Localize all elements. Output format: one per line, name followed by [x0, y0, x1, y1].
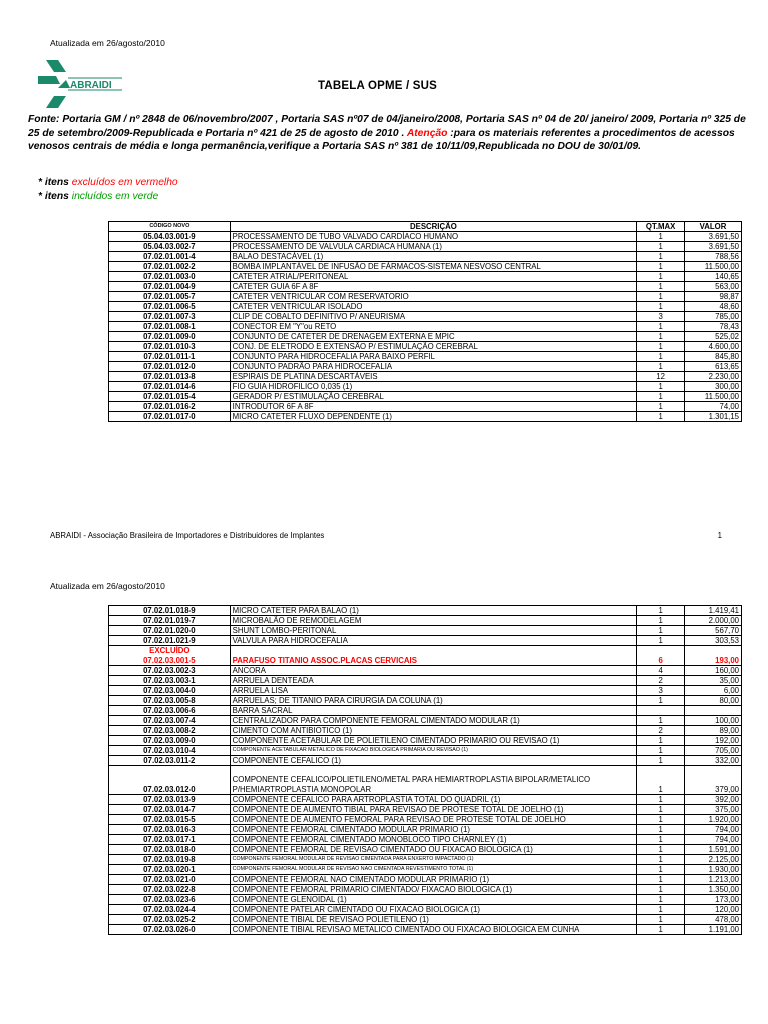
table-row [109, 676, 742, 686]
value-cell: 379,00 [685, 766, 742, 795]
value-cell: 845,80 [685, 352, 742, 362]
table-row [109, 666, 742, 676]
description-cell: CENTRALIZADOR PARA COMPONENTE FEMORAL CIMENTADO MODULAR (1) [230, 716, 637, 726]
value-cell: 6,00 [685, 686, 742, 696]
legend-prefix: * itens [38, 191, 69, 202]
code-cell: 07.02.03.007-4 [109, 716, 231, 726]
table-row [109, 302, 742, 312]
qty-cell: 1 [637, 825, 685, 835]
qty-cell: 1 [637, 766, 685, 795]
code-cell: 07.02.01.011-1 [109, 352, 231, 362]
qty-cell: 1 [637, 835, 685, 845]
description-cell: ARRUELA DENTEADA [230, 676, 637, 686]
table-row [109, 646, 742, 666]
description-cell: COMPONENTE ACETABULAR DE POLIETILENO CIMENTADO PRIMARIO OU REVISAO (1) [230, 736, 637, 746]
description-cell: ESPIRAIS DE PLATINA DESCARTÁVEIS [230, 372, 637, 382]
qty-cell: 1 [637, 895, 685, 905]
code-cell: 07.02.01.021-9 [109, 636, 231, 646]
value-cell: 1.920,00 [685, 815, 742, 825]
table-row [109, 905, 742, 915]
code-cell: 07.02.03.025-2 [109, 915, 231, 925]
table-row [109, 232, 742, 242]
qty-cell: 1 [637, 746, 685, 756]
value-cell: 613,65 [685, 362, 742, 372]
table-row [109, 352, 742, 362]
page-title: TABELA OPME / SUS [318, 80, 438, 92]
qty-cell: 1 [637, 845, 685, 855]
header-code: CÓDIGO NOVO [109, 222, 231, 232]
table-row [109, 716, 742, 726]
description-cell: CATETER VENTRICULAR ISOLADO [230, 302, 637, 312]
value-cell: 193,00 [685, 646, 742, 666]
table-row [109, 855, 742, 865]
source-text: Fonte: Portaria GM / nº 2848 de 06/novembro/2007 , Portaria SAS nº07 de 04/janeiro/2008, Portaria SAS nº 04 de 20/ janeiro/ 2009, Portaria nº 325 de 25 de setembro/2009-Republicada e Portaria nº 421 de 25 de agosto de 2010 . [28, 114, 746, 139]
value-cell [685, 706, 742, 716]
qty-cell: 1 [637, 875, 685, 885]
description-cell: VALVULA PARA HIDROCEFALIA [230, 636, 637, 646]
legend-excluded-text: excluídos em vermelho [71, 177, 178, 188]
code-cell: 07.02.03.008-2 [109, 726, 231, 736]
code-cell: 07.02.01.003-0 [109, 272, 231, 282]
value-cell: 478,00 [685, 915, 742, 925]
updated-date: Atualizada em 26/agosto/2010 [50, 38, 165, 48]
qty-cell: 1 [637, 905, 685, 915]
table-row [109, 696, 742, 706]
code-cell: 07.02.03.002-3 [109, 666, 231, 676]
code-cell: 07.02.01.006-5 [109, 302, 231, 312]
table-row [109, 835, 742, 845]
code-cell: 07.02.01.007-3 [109, 312, 231, 322]
value-cell: 160,00 [685, 666, 742, 676]
description-cell: FIO GUIA HIDROFILICO 0,035 (1) [230, 382, 637, 392]
value-cell: 35,00 [685, 676, 742, 686]
qty-cell: 1 [637, 352, 685, 362]
code-cell: 07.02.01.017-0 [109, 412, 231, 422]
qty-cell: 1 [637, 402, 685, 412]
description-cell: COMPONENTE ACETABULAR METALICO DE FIXACAO BIOLOGICA PRIMARIA OU REVISAO (1) [230, 746, 637, 756]
code-cell: 07.02.03.004-0 [109, 686, 231, 696]
code-cell: 07.02.03.013-9 [109, 795, 231, 805]
code-cell: 07.02.03.016-3 [109, 825, 231, 835]
table-row [109, 686, 742, 696]
qty-cell: 1 [637, 342, 685, 352]
value-cell: 300,00 [685, 382, 742, 392]
value-cell: 4.600,00 [685, 342, 742, 352]
value-cell: 2.000,00 [685, 616, 742, 626]
page-footer [50, 531, 722, 540]
qty-cell: 1 [637, 242, 685, 252]
code-cell: 07.02.01.015-4 [109, 392, 231, 402]
qty-cell: 2 [637, 726, 685, 736]
qty-cell: 1 [637, 322, 685, 332]
qty-cell: 4 [637, 666, 685, 676]
description-cell: CIMENTO COM ANTIBIOTICO (1) [230, 726, 637, 736]
qty-cell: 1 [637, 412, 685, 422]
value-cell: 794,00 [685, 835, 742, 845]
description-cell: ARRUELAS; DE TITANIO PARA CIRURGIA DA COLUNA (1) [230, 696, 637, 706]
description-cell: CATETER ATRIAL/PERITONEAL [230, 272, 637, 282]
table-row [109, 746, 742, 756]
table-row [109, 252, 742, 262]
code-cell: 07.02.03.003-1 [109, 676, 231, 686]
description-cell: CATETER GUIA 6F A 8F [230, 282, 637, 292]
qty-cell: 1 [637, 616, 685, 626]
table-row [109, 372, 742, 382]
code-cell: 07.02.03.015-5 [109, 815, 231, 825]
description-cell: CATETER VENTRICULAR COM RESERVATORIO [230, 292, 637, 302]
code-cell: 07.02.03.020-1 [109, 865, 231, 875]
table-row [109, 736, 742, 746]
code-cell: 07.02.03.011-2 [109, 756, 231, 766]
value-cell: 173,00 [685, 895, 742, 905]
description-cell: ARRUELA LISA [230, 686, 637, 696]
table-row [109, 282, 742, 292]
table-row [109, 322, 742, 332]
value-cell: 120,00 [685, 905, 742, 915]
table-row [109, 616, 742, 626]
description-cell: MICRO CATETER PARA BALAO (1) [230, 606, 637, 616]
qty-cell: 1 [637, 382, 685, 392]
description-cell: COMPONENTE CEFALICO PARA ARTROPLASTIA TOTAL DO QUADRIL (1) [230, 795, 637, 805]
description-cell: COMPONENTE GLENOIDAL (1) [230, 895, 637, 905]
code-cell: 05.04.03.002-7 [109, 242, 231, 252]
qty-cell: 1 [637, 865, 685, 875]
value-cell: 2.230,00 [685, 372, 742, 382]
value-cell: 1.591,00 [685, 845, 742, 855]
updated-date-page-2: Atualizada em 26/agosto/2010 [50, 581, 165, 591]
attention-text: :para os materiais referentes a procedimentos de acessos venosos centrais de média e longa permanência,verifique a Portaria SAS nº 381 de 10/11/09,Republicada no DOU de 30/01/09. [28, 127, 735, 153]
table-row [109, 756, 742, 766]
value-cell: 48,60 [685, 302, 742, 312]
qty-cell: 3 [637, 312, 685, 322]
value-cell: 78,43 [685, 322, 742, 332]
code-cell: 07.02.01.018-9 [109, 606, 231, 616]
value-cell: 563,00 [685, 282, 742, 292]
value-cell: 1.350,00 [685, 885, 742, 895]
description-cell: CONJUNTO PARA HIDROCEFALIA PARA BAIXO PERFIL [230, 352, 637, 362]
description-cell: CONJUNTO DE CATETER DE DRENAGEM EXTERNA E MPIC [230, 332, 637, 342]
value-cell: 3.691,50 [685, 232, 742, 242]
description-cell: CONECTOR EM "Y"ou RETO [230, 322, 637, 332]
abraidi-logo [36, 58, 122, 110]
value-cell: 794,00 [685, 825, 742, 835]
value-cell: 705,00 [685, 746, 742, 756]
description-cell: COMPONENTE CEFALICO (1) [230, 756, 637, 766]
description-cell: BOMBA IMPLANTÁVEL DE INFUSÃO DE FÁRMACOS-SISTEMA NESVOSO CENTRAL [230, 262, 637, 272]
svg-text:ABRAIDI: ABRAIDI [70, 80, 112, 91]
code-cell: 07.02.03.026-0 [109, 925, 231, 935]
description-cell: COMPONENTE DE AUMENTO FEMORAL PARA REVISAO DE PROTESE TOTAL DE JOELHO [230, 815, 637, 825]
table-row [109, 845, 742, 855]
table-row [109, 312, 742, 322]
table-row [109, 636, 742, 646]
excluded-label: EXCLUÍDO [149, 646, 190, 655]
qty-cell: 1 [637, 262, 685, 272]
qty-cell: 1 [637, 392, 685, 402]
value-cell: 1.419,41 [685, 606, 742, 616]
code-cell: 07.02.03.021-0 [109, 875, 231, 885]
code-cell: 07.02.01.013-8 [109, 372, 231, 382]
table-row [109, 825, 742, 835]
table-row [109, 815, 742, 825]
table-row [109, 292, 742, 302]
qty-cell: 1 [637, 282, 685, 292]
qty-cell: 1 [637, 332, 685, 342]
table-row [109, 766, 742, 795]
description-cell: MICROBALÃO DE REMODELAGEM [230, 616, 637, 626]
description-cell: ANCORA [230, 666, 637, 676]
table-row [109, 412, 742, 422]
code-cell: 07.02.03.018-0 [109, 845, 231, 855]
table-row [109, 726, 742, 736]
description-cell: PROCESSAMENTO DE TUBO VALVADO CARDÍACO HUMANO [230, 232, 637, 242]
qty-cell: 1 [637, 626, 685, 636]
footer-text: ABRAIDI - Associação Brasileira de Importadores e Distribuidores de Implantes [50, 531, 325, 540]
description-cell: CONJUNTO PADRÃO PARA HIDROCEFALIA [230, 362, 637, 372]
table-row [109, 262, 742, 272]
qty-cell: 1 [637, 606, 685, 616]
description-cell: BALAO DESTACÁVEL (1) [230, 252, 637, 262]
value-cell: 100,00 [685, 716, 742, 726]
header-value: VALOR [685, 222, 742, 232]
table-row [109, 915, 742, 925]
qty-cell: 1 [637, 696, 685, 706]
code-cell: 07.02.01.010-3 [109, 342, 231, 352]
table-row [109, 606, 742, 616]
qty-cell: 1 [637, 925, 685, 935]
qty-cell: 1 [637, 805, 685, 815]
description-cell: MICRO CATETER FLUXO DEPENDENTE (1) [230, 412, 637, 422]
qty-cell: 1 [637, 855, 685, 865]
qty-cell: 1 [637, 636, 685, 646]
code-cell: 07.02.03.014-7 [109, 805, 231, 815]
qty-cell: 1 [637, 885, 685, 895]
code-cell: 07.02.01.014-6 [109, 382, 231, 392]
table-row [109, 392, 742, 402]
code-cell: 07.02.03.019-8 [109, 855, 231, 865]
code-cell: 07.02.01.005-7 [109, 292, 231, 302]
value-cell: 788,56 [685, 252, 742, 262]
value-cell: 140,65 [685, 272, 742, 282]
value-cell: 11.500,00 [685, 392, 742, 402]
description-cell: COMPONENTE FEMORAL DE REVISAO CIMENTADO OU FIXACAO BIOLOGICA (1) [230, 845, 637, 855]
code-cell: 07.02.01.002-2 [109, 262, 231, 272]
description-cell: COMPONENTE FEMORAL NAO CIMENTADO MODULAR PRIMARIO (1) [230, 875, 637, 885]
page-number: 1 [717, 531, 722, 540]
description-cell: CLIP DE COBALTO DEFINITIVO P/ ANEURISMA [230, 312, 637, 322]
value-cell: 80,00 [685, 696, 742, 706]
qty-cell: 1 [637, 736, 685, 746]
value-cell: 303,53 [685, 636, 742, 646]
code-cell: 07.02.03.005-8 [109, 696, 231, 706]
table-row [109, 795, 742, 805]
code-cell: 07.02.01.004-9 [109, 282, 231, 292]
legend-included-text: incluídos em verde [71, 191, 159, 202]
header-description: DESCRIÇÃO [230, 222, 637, 232]
code-cell: 07.02.01.001-4 [109, 252, 231, 262]
value-cell: 567,70 [685, 626, 742, 636]
table-row [109, 895, 742, 905]
qty-cell: 1 [637, 252, 685, 262]
value-cell: 74,00 [685, 402, 742, 412]
qty-cell: 12 [637, 372, 685, 382]
qty-cell: 1 [637, 362, 685, 372]
qty-cell: 1 [637, 302, 685, 312]
qty-cell [637, 706, 685, 716]
description-cell: PROCESSAMENTO DE VALVULA CARDIACA HUMANA (1) [230, 242, 637, 252]
description-cell: SHUNT LOMBO-PERITONAL [230, 626, 637, 636]
value-cell: 11.500,00 [685, 262, 742, 272]
table-row [109, 925, 742, 935]
table-row [109, 362, 742, 372]
qty-cell: 1 [637, 795, 685, 805]
qty-cell: 1 [637, 292, 685, 302]
attention-label: Atenção [406, 127, 448, 139]
source-note [28, 113, 748, 154]
description-cell: BARRA SACRAL [230, 706, 637, 716]
description-cell: COMPONENTE FEMORAL CIMENTADO MONOBLOCO TIPO CHARNLEY (1) [230, 835, 637, 845]
code-cell: 07.02.03.010-4 [109, 746, 231, 756]
code-cell: 07.02.01.019-7 [109, 616, 231, 626]
table-row [109, 875, 742, 885]
table-row [109, 382, 742, 392]
code-cell: 07.02.01.012-0 [109, 362, 231, 372]
code-cell: 07.02.01.009-0 [109, 332, 231, 342]
legend-included [38, 191, 158, 202]
value-cell: 98,87 [685, 292, 742, 302]
qty-cell: 1 [637, 716, 685, 726]
code-cell: 07.02.03.023-6 [109, 895, 231, 905]
code-cell: 07.02.03.022-8 [109, 885, 231, 895]
description-cell: CONJ. DE ELETRODO E EXTENSÃO P/ ESTIMULAÇÃO CEREBRAL [230, 342, 637, 352]
table-row [109, 242, 742, 252]
code-cell: 07.02.03.017-1 [109, 835, 231, 845]
table-row [109, 865, 742, 875]
code-cell: 07.02.01.008-1 [109, 322, 231, 332]
table-row [109, 342, 742, 352]
description-cell: COMPONENTE CEFALICO/POLIETILENO/METAL PARA HEMIARTROPLASTIA BIPOLAR/METALICO P/HEMIARTROPLASTIA MONOPOLAR [230, 766, 637, 795]
value-cell: 192,00 [685, 736, 742, 746]
legend-prefix: * itens [38, 177, 69, 188]
code-cell: 07.02.03.009-0 [109, 736, 231, 746]
description-cell: COMPONENTE TIBIAL DE REVISAO POLIETILENO (1) [230, 915, 637, 925]
description-cell: COMPONENTE TIBIAL REVISAO METALICO CIMENTADO OU FIXACAO BIOLOGICA EM CUNHA [230, 925, 637, 935]
table-row [109, 272, 742, 282]
description-cell: GERADOR P/ ESTIMULAÇÃO CEREBRAL [230, 392, 637, 402]
value-cell: 3.691,50 [685, 242, 742, 252]
description-cell: COMPONENTE FEMORAL PRIMARIO CIMENTADO/ FIXACAO BIOLOGICA (1) [230, 885, 637, 895]
qty-cell: 1 [637, 815, 685, 825]
value-cell: 1.930,00 [685, 865, 742, 875]
description-cell: COMPONENTE FEMORAL CIMENTADO MODULAR PRIMARIO (1) [230, 825, 637, 835]
value-cell: 1.213,00 [685, 875, 742, 885]
table-row [109, 626, 742, 636]
qty-cell: 3 [637, 686, 685, 696]
description-cell: COMPONENTE PATELAR CIMENTADO OU FIXACAO BIOLOGICA (1) [230, 905, 637, 915]
description-cell: COMPONENTE DE AUMENTO TIBIAL PARA REVISAO DE PROTESE TOTAL DE JOELHO (1) [230, 805, 637, 815]
legend-excluded [38, 177, 178, 188]
opme-table-2 [108, 605, 742, 935]
qty-cell: 1 [637, 272, 685, 282]
qty-cell: 1 [637, 915, 685, 925]
qty-cell: 6 [637, 646, 685, 666]
opme-table-1 [108, 221, 742, 422]
table-row [109, 332, 742, 342]
value-cell: 785,00 [685, 312, 742, 322]
value-cell: 89,00 [685, 726, 742, 736]
table-row [109, 885, 742, 895]
description-cell: COMPONENTE FEMORAL MODULAR DE REVISAO NAO CIMENTADA REVESTIMENTO TOTAL (1) [230, 865, 637, 875]
qty-cell: 2 [637, 676, 685, 686]
description-cell: INTRODUTOR 6F A 8F [230, 402, 637, 412]
value-cell: 2.125,00 [685, 855, 742, 865]
value-cell: 392,00 [685, 795, 742, 805]
header-qty: QT.MAX [637, 222, 685, 232]
table-row [109, 402, 742, 412]
qty-cell: 1 [637, 756, 685, 766]
value-cell: 525,02 [685, 332, 742, 342]
code-cell: EXCLUÍDO 07.02.03.001-5 [109, 646, 231, 666]
value-cell: 1.191,00 [685, 925, 742, 935]
code-cell: 07.02.01.016-2 [109, 402, 231, 412]
table-row [109, 706, 742, 716]
value-cell: 332,00 [685, 756, 742, 766]
description-cell: COMPONENTE FEMORAL MODULAR DE REVISAO CIMENTADA PARA ENXERTO IMPACTADO (1) [230, 855, 637, 865]
qty-cell: 1 [637, 232, 685, 242]
code-cell: 07.02.01.020-0 [109, 626, 231, 636]
table-row [109, 805, 742, 815]
description-cell: PARAFUSO TITANIO ASSOC.PLACAS CERVICAIS [230, 646, 637, 666]
value-cell: 375,00 [685, 805, 742, 815]
code-cell: 07.02.03.012-0 [109, 766, 231, 795]
value-cell: 1.301,15 [685, 412, 742, 422]
code-cell: 07.02.03.006-6 [109, 706, 231, 716]
code-cell: 07.02.03.024-4 [109, 905, 231, 915]
code-cell: 05.04.03.001-9 [109, 232, 231, 242]
